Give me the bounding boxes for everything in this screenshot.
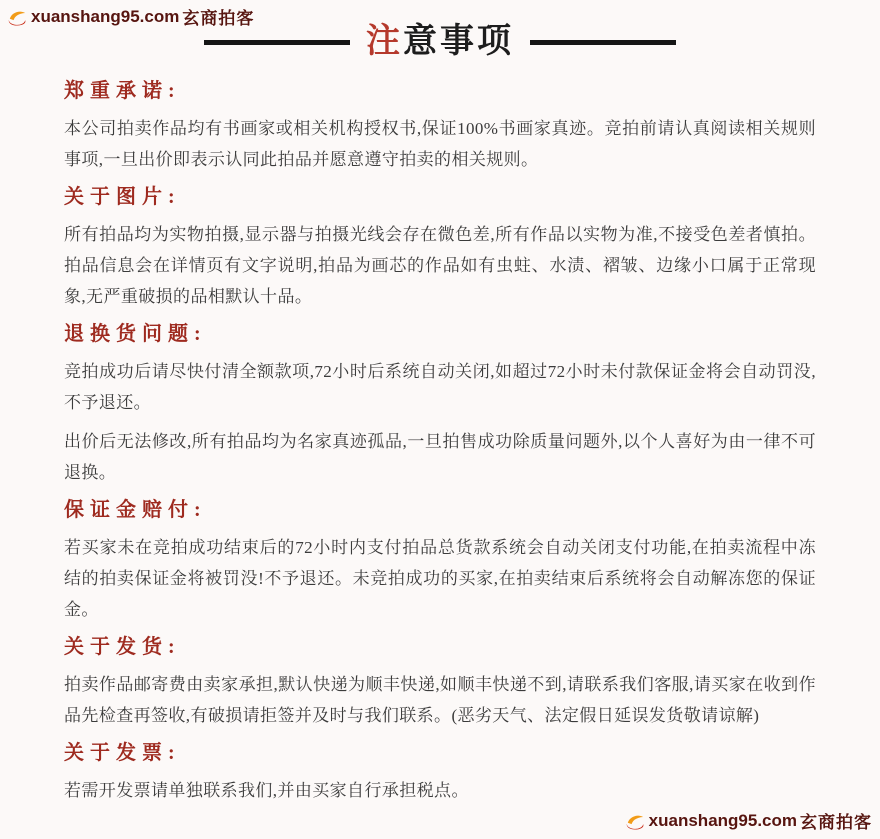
title-rest: 意事项 [403, 23, 514, 60]
section-heading: 关于发票: [64, 742, 181, 764]
orange-swoosh-icon [6, 8, 28, 26]
section-heading: 郑重承诺: [64, 80, 181, 102]
brand-logo-bottom [624, 808, 872, 833]
section-paragraph: 本公司拍卖作品均有书画家或相关机构授权书,保证100%书画家真迹。竞拍前请认真阅读相关规则事项,一旦出价即表示认同此拍品并愿意遵守拍卖的相关规则。 [64, 119, 816, 169]
title-rule-left [204, 40, 350, 45]
section-heading: 关于图片: [64, 186, 181, 208]
title-accent-char: 注 [366, 23, 403, 60]
section-paragraph: 若买家未在竞拍成功结束后的72小时内支付拍品总货款系统会自动关闭支付功能,在拍卖流程中冻结的拍卖保证金将被罚没!不予退还。未竞拍成功的买家,在拍卖结束后系统将会自动解冻您的保证金。 [64, 538, 816, 619]
section-invoice [64, 742, 816, 806]
notice-content [64, 80, 816, 817]
title-rule-right [530, 40, 676, 45]
section-shipping [64, 636, 816, 731]
section-promise [64, 80, 816, 175]
brand-name-cn: 玄商拍客 [800, 813, 872, 832]
section-deposit [64, 499, 816, 625]
page-title [366, 24, 514, 60]
section-paragraph: 拍卖作品邮寄费由卖家承担,默认快递为顺丰快递,如顺丰快递不到,请联系我们客服,请买家在收到作品先检查再签收,有破损请拒签并及时与我们联系。(恶劣天气、法定假日延误发货敬请谅解) [64, 675, 816, 725]
brand-name-cn: 玄商拍客 [182, 9, 255, 28]
section-paragraph: 出价后无法修改,所有拍品均为名家真迹孤品,一旦拍售成功除质量问题外,以个人喜好为由一律不可退换。 [64, 432, 816, 482]
section-images [64, 186, 816, 312]
section-heading: 关于发货: [64, 636, 181, 658]
brand-site-text: xuanshang95.com [31, 6, 180, 26]
section-returns [64, 323, 816, 488]
page-title-row [0, 24, 880, 60]
brand-site-text: xuanshang95.com [648, 810, 797, 830]
section-heading: 退换货问题: [64, 323, 207, 345]
orange-swoosh-icon [624, 812, 646, 830]
section-paragraph: 若需开发票请单独联系我们,并由买家自行承担税点。 [64, 781, 469, 800]
section-paragraph: 所有拍品均为实物拍摄,显示器与拍摄光线会存在微色差,所有作品以实物为准,不接受色差者慎拍。拍品信息会在详情页有文字说明,拍品为画芯的作品如有虫蛀、水渍、褶皱、边缘小口属于正常现象,无严重破损的品相默认十品。 [64, 225, 816, 306]
section-paragraph: 竞拍成功后请尽快付清全额款项,72小时后系统自动关闭,如超过72小时未付款保证金将会自动罚没,不予退还。 [64, 362, 816, 412]
section-heading: 保证金赔付: [64, 499, 207, 521]
